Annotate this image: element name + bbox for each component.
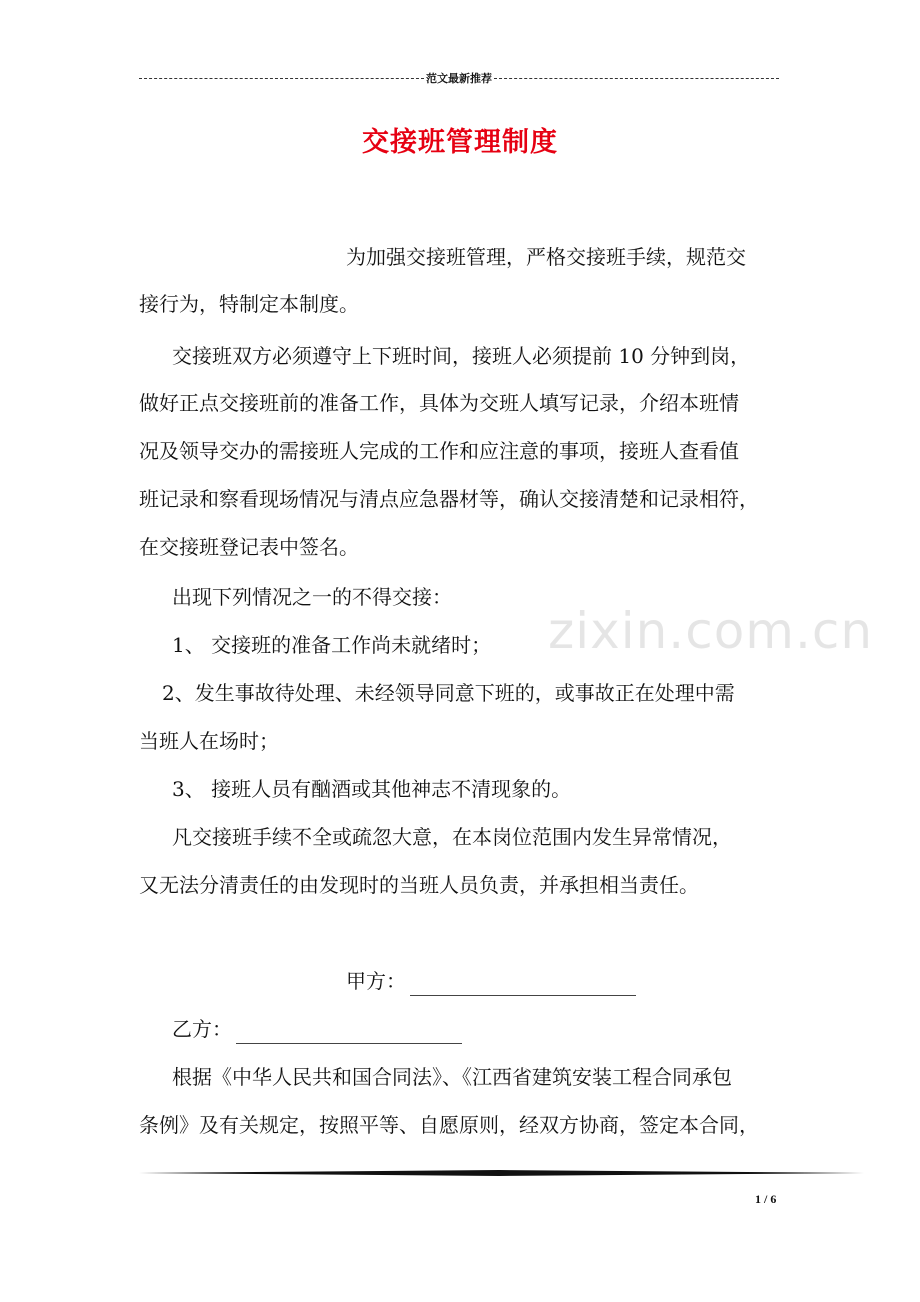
- para2-line-2: 做好正点交接班前的准备工作，具体为交班人填写记录，介绍本班情: [139, 391, 739, 415]
- intro-line-2: 接行为，特制定本制度。: [139, 292, 359, 316]
- party-a-signature-line: [410, 975, 636, 996]
- document-title: 交接班管理制度: [362, 127, 558, 158]
- header-dash-left: [139, 78, 424, 79]
- party-a-label: 甲方：: [346, 969, 406, 993]
- header-dash-right: [494, 78, 779, 79]
- party-b-row: [172, 1014, 462, 1044]
- list-intro: 出现下列情况之一的不得交接：: [172, 585, 452, 609]
- contract-line-1: 根据《中华人民共和国合同法》、《江西省建筑安装工程合同承包: [172, 1065, 732, 1089]
- party-b-label: 乙方：: [172, 1017, 232, 1041]
- list-item-1: 1、 交接班的准备工作尚未就绪时；: [172, 633, 492, 657]
- party-b-signature-line: [236, 1023, 462, 1044]
- header-label: 范文最新推荐: [426, 72, 492, 85]
- page-number: 1 / 6: [755, 1192, 777, 1206]
- intro-line-1: 为加强交接班管理，严格交接班手续，规范交: [346, 245, 746, 269]
- watermark: zixin.com.cn: [548, 602, 874, 660]
- para2-line-5: 在交接班登记表中签名。: [139, 535, 359, 559]
- footer-rule: [139, 1170, 864, 1176]
- list-item-2-line-1: 2、发生事故待处理、未经领导同意下班的，或事故正在处理中需: [162, 681, 735, 705]
- para2-line-3: 况及领导交办的需接班人完成的工作和应注意的事项，接班人查看值: [139, 439, 739, 463]
- party-a-row: [346, 966, 636, 996]
- para4-line-1: 凡交接班手续不全或疏忽大意，在本岗位范围内发生异常情况，: [172, 825, 732, 849]
- contract-line-2: 条例》及有关规定，按照平等、自愿原则，经双方协商，签定本合同，: [139, 1113, 759, 1137]
- para2-line-4: 班记录和察看现场情况与清点应急器材等，确认交接清楚和记录相符，: [139, 487, 759, 511]
- header-rule: [139, 68, 779, 88]
- para2-line-1: 交接班双方必须遵守上下班时间，接班人必须提前 10 分钟到岗，: [172, 344, 751, 368]
- list-item-2-line-2: 当班人在场时；: [139, 729, 279, 753]
- list-item-3: 3、 接班人员有酗酒或其他神志不清现象的。: [172, 777, 572, 801]
- para4-line-2: 又无法分清责任的由发现时的当班人员负责，并承担相当责任。: [139, 873, 699, 897]
